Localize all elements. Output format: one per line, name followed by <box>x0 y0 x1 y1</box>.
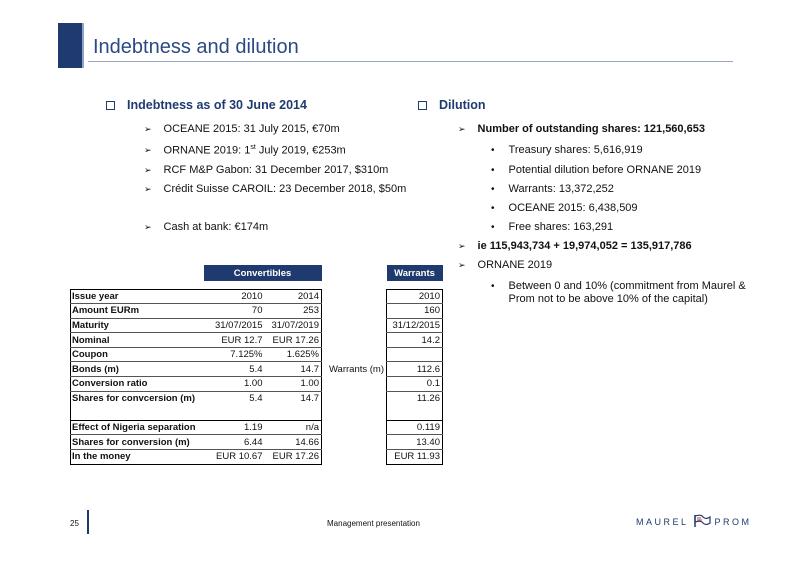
table-row <box>71 420 443 435</box>
flag-icon <box>693 514 711 530</box>
row-label: Effect of Nigeria separation <box>71 420 204 435</box>
cell: Warrants (m) <box>328 363 384 375</box>
cell: 14.7 <box>265 362 322 377</box>
debt-item-text-post: July 2019, €253m <box>255 144 346 157</box>
table-row <box>71 450 443 465</box>
dilution-heading-text: Dilution <box>439 98 486 112</box>
table-row <box>71 333 443 348</box>
arrow-bullet-icon: ➢ <box>144 184 152 194</box>
cell <box>322 391 387 406</box>
page-title: Indebtness and dilution <box>93 36 299 58</box>
cell: 11.26 <box>387 391 443 406</box>
cell <box>322 318 387 333</box>
indebtness-heading <box>106 98 307 112</box>
cell <box>322 347 387 362</box>
dot-bullet-icon: • <box>491 281 495 292</box>
row-label: Coupon <box>71 347 204 362</box>
row-label: Conversion ratio <box>71 377 204 392</box>
table-row <box>71 391 443 406</box>
cell: 1.00 <box>265 377 322 392</box>
arrow-bullet-icon: ➢ <box>144 222 152 232</box>
logo-text-right: PROM <box>714 517 752 527</box>
cell: 0.119 <box>387 420 443 435</box>
cell <box>322 377 387 392</box>
debt-item-text: Crédit Suisse CAROIL: 23 December 2018, $50m <box>163 183 407 195</box>
row-label: Bonds (m) <box>71 362 204 377</box>
table-row <box>71 377 443 392</box>
dilution-sub-item <box>491 164 701 177</box>
dilution-total <box>458 240 692 253</box>
maurel-prom-logo <box>636 514 752 530</box>
cell: 2014 <box>265 289 322 304</box>
dilution-sub-text: Potential dilution before ORNANE 2019 <box>508 164 702 176</box>
checkbox-square-icon <box>106 101 115 110</box>
cell: 7.125% <box>204 347 265 362</box>
cell: EUR 10.67 <box>204 450 265 465</box>
outstanding-shares <box>458 123 705 136</box>
cell: EUR 12.7 <box>204 333 265 348</box>
page-number: 25 <box>70 519 79 528</box>
ornane-sub-item <box>491 280 746 306</box>
ornane-text: ORNANE 2019 <box>477 259 553 271</box>
dot-bullet-icon: • <box>491 165 495 176</box>
cell: 253 <box>265 304 322 319</box>
cell: 14.2 <box>387 333 443 348</box>
header-warrants: Warrants <box>387 265 443 281</box>
ornane-sub-text: Between 0 and 10% (commitment from Maurel & Prom not to be above 10% of the capital) <box>508 280 746 305</box>
cell: 1.625% <box>265 347 322 362</box>
debt-item-text <box>164 144 346 157</box>
dilution-sub-text: Warrants: 13,372,252 <box>508 183 614 195</box>
cell: EUR 11.93 <box>387 450 443 465</box>
cell <box>322 289 387 304</box>
table-row <box>71 362 443 377</box>
row-label: In the money <box>71 450 204 465</box>
cell: 2010 <box>387 289 443 304</box>
dot-bullet-icon: • <box>491 184 495 195</box>
outstanding-shares-text: Number of outstanding shares: 121,560,653 <box>477 123 705 135</box>
cell: 13.40 <box>387 435 443 450</box>
cell: EUR 17.26 <box>265 333 322 348</box>
dilution-sub-item <box>491 202 638 215</box>
table-row <box>71 435 443 450</box>
title-divider <box>88 61 733 62</box>
arrow-bullet-icon: ➢ <box>144 145 152 155</box>
cell: n/a <box>265 420 322 435</box>
superscript: st <box>250 144 256 151</box>
checkbox-square-icon <box>418 101 427 110</box>
title-accent-stripe <box>82 23 84 68</box>
table-row <box>71 318 443 333</box>
cell: 14.7 <box>265 391 322 406</box>
title-accent-block <box>58 23 82 68</box>
convertibles-warrants-table <box>70 265 443 465</box>
debt-item-text: RCF M&P Gabon: 31 December 2017, $310m <box>163 164 389 176</box>
cell: 14.66 <box>265 435 322 450</box>
cell: 31/12/2015 <box>387 318 443 333</box>
dilution-heading <box>418 98 486 112</box>
table-row <box>71 289 443 304</box>
arrow-bullet-icon: ➢ <box>144 165 152 175</box>
cell: 5.4 <box>249 393 263 405</box>
cell: 2010 <box>204 289 265 304</box>
arrow-bullet-icon: ➢ <box>458 260 466 270</box>
debt-item-cash <box>144 221 268 234</box>
table-row-spacer <box>71 406 443 421</box>
debt-item-oceane <box>144 123 340 136</box>
row-label: Shares for convcersion (m) <box>71 391 204 406</box>
footer-caption: Management presentation <box>327 519 420 528</box>
debt-item-rcf <box>144 164 388 177</box>
cell: 31/07/2019 <box>265 318 322 333</box>
dilution-sub-item <box>491 221 613 234</box>
dilution-total-text: ie 115,943,734 + 19,974,052 = 135,917,786 <box>477 240 692 252</box>
logo-text-left: MAUREL <box>636 517 689 527</box>
dot-bullet-icon: • <box>491 222 495 233</box>
cell: 5.4 <box>204 362 265 377</box>
cell: 1.00 <box>204 377 265 392</box>
row-label: Nominal <box>71 333 204 348</box>
cell: 31/07/2015 <box>204 318 265 333</box>
indebtness-heading-text: Indebtness as of 30 June 2014 <box>127 98 307 112</box>
row-label: Maturity <box>71 318 204 333</box>
header-convertibles: Convertibles <box>204 265 322 281</box>
debt-item-caroil <box>144 183 406 196</box>
debt-item-ornane <box>144 144 346 157</box>
row-label: Shares for conversion (m) <box>71 435 204 450</box>
table-row <box>71 304 443 319</box>
cell: 160 <box>387 304 443 319</box>
row-label: Issue year <box>71 289 204 304</box>
cell <box>322 333 387 348</box>
cell: 70 <box>204 304 265 319</box>
dot-bullet-icon: • <box>491 145 495 156</box>
cell <box>322 420 387 435</box>
dilution-sub-text: Treasury shares: 5,616,919 <box>508 144 643 156</box>
arrow-bullet-icon: ➢ <box>144 124 152 134</box>
cell <box>322 450 387 465</box>
dilution-sub-item <box>491 144 643 157</box>
cell <box>322 304 387 319</box>
cell: 0.1 <box>387 377 443 392</box>
debt-item-text: OCEANE 2015: 31 July 2015, €70m <box>163 123 340 135</box>
arrow-bullet-icon: ➢ <box>458 241 466 251</box>
footer-divider <box>87 510 89 534</box>
ornane-item <box>458 259 552 272</box>
cell <box>387 347 443 362</box>
dilution-sub-text: Free shares: 163,291 <box>508 221 614 233</box>
debt-item-text: Cash at bank: €174m <box>163 221 269 233</box>
dot-bullet-icon: • <box>491 203 495 214</box>
dilution-sub-text: OCEANE 2015: 6,438,509 <box>508 202 638 214</box>
cell: 6.44 <box>204 435 265 450</box>
table-header-row <box>71 265 443 281</box>
cell: 112.6 <box>387 362 443 377</box>
dilution-sub-item <box>491 183 614 196</box>
cell: EUR 17.26 <box>265 450 322 465</box>
debt-item-text-pre: ORNANE 2019: 1 <box>163 144 251 157</box>
arrow-bullet-icon: ➢ <box>458 124 466 134</box>
row-label: Amount EURm <box>71 304 204 319</box>
table-row <box>71 347 443 362</box>
cell <box>322 435 387 450</box>
cell: 1.19 <box>204 420 265 435</box>
